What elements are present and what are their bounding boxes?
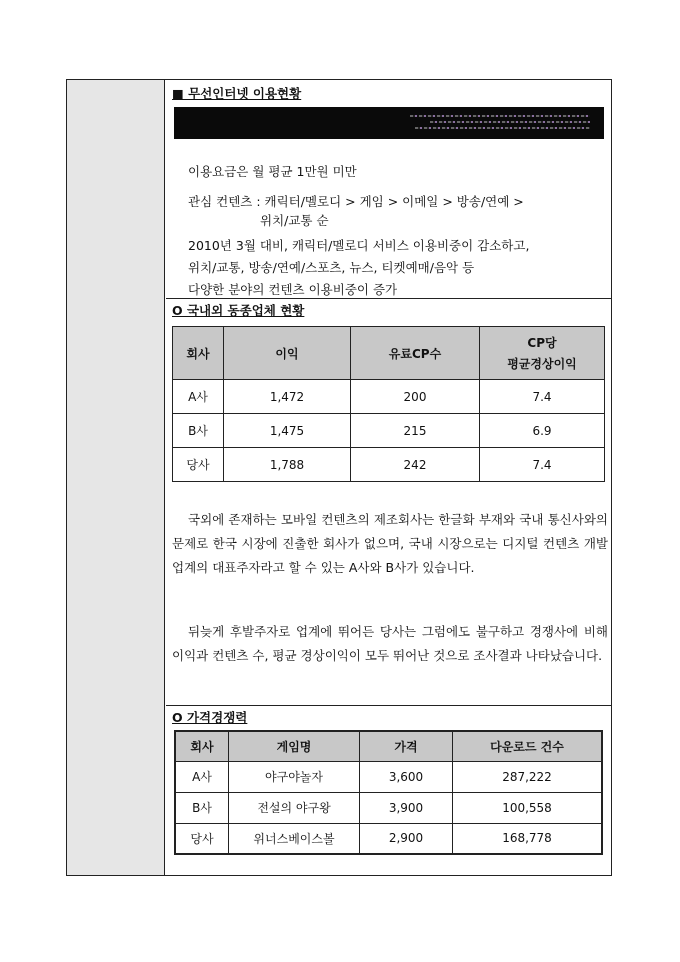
table-cell: 3,900 — [360, 792, 453, 823]
table-row — [173, 414, 605, 448]
table-cell: 287,222 — [453, 761, 603, 792]
price-competitiveness-title: O 가격경쟁력 — [172, 710, 248, 725]
divider — [166, 298, 611, 299]
header-price: 가격 — [360, 731, 453, 761]
header-cp-per: CP당 — [527, 336, 557, 350]
document-frame — [66, 79, 612, 876]
table-cell: 야구야놀자 — [229, 761, 360, 792]
table-cell: 200 — [351, 380, 480, 414]
redacted-banner-image — [174, 107, 604, 139]
table-cell: 당사 — [175, 823, 229, 854]
header-game-name: 게임명 — [229, 731, 360, 761]
table-row — [175, 761, 602, 792]
table-row — [173, 448, 605, 482]
table-cell: 2,900 — [360, 823, 453, 854]
header-company: 회사 — [173, 327, 224, 380]
table-cell: 1,472 — [224, 380, 351, 414]
header-company: 회사 — [175, 731, 229, 761]
change-text-line2: 위치/교통, 방송/연예/스포츠, 뉴스, 티켓예매/음악 등 — [188, 260, 475, 275]
change-text-line3: 다양한 분야의 컨텐츠 이용비중이 증가 — [188, 282, 398, 297]
table-cell: 7.4 — [480, 448, 605, 482]
competitors-title: O 국내외 동종업체 현황 — [172, 303, 305, 318]
table-cell: A사 — [173, 380, 224, 414]
table-cell: 위너스베이스볼 — [229, 823, 360, 854]
table-cell: B사 — [173, 414, 224, 448]
table-cell: 1,788 — [224, 448, 351, 482]
header-avg-profit-per-cp — [480, 327, 605, 380]
interest-text-line2: 위치/교통 순 — [260, 213, 329, 228]
table-cell: 242 — [351, 448, 480, 482]
header-avg-ordinary-profit: 평균경상이익 — [507, 357, 577, 371]
table-cell: B사 — [175, 792, 229, 823]
table-row — [175, 823, 602, 854]
header-paid-cp: 유료CP수 — [351, 327, 480, 380]
table-cell: 6.9 — [480, 414, 605, 448]
competitor-paragraph-1: 국외에 존재하는 모바일 컨텐츠의 제조회사는 한글화 부재와 국내 통신사와의 문제로 한국 시장에 진출한 회사가 없으며, 국내 시장으로는 디지털 컨텐츠 개발업계의 대표주자라고 할 수 있는 A사와 B사가 있습니다. — [172, 512, 608, 575]
table-cell: 168,778 — [453, 823, 603, 854]
table-cell: 전설의 야구왕 — [229, 792, 360, 823]
interest-text-line1: 관심 컨텐츠 : 캐릭터/멜로디 > 게임 > 이메일 > 방송/연예 > — [188, 194, 524, 209]
divider — [166, 705, 611, 706]
table-cell: 7.4 — [480, 380, 605, 414]
table-cell: 3,600 — [360, 761, 453, 792]
competitors-table — [172, 326, 605, 482]
fee-text: 이용요금은 월 평균 1만원 미만 — [188, 164, 357, 179]
header-downloads: 다운로드 건수 — [453, 731, 603, 761]
table-cell: 100,558 — [453, 792, 603, 823]
table-cell: A사 — [175, 761, 229, 792]
table-row — [175, 792, 602, 823]
content-column — [166, 80, 611, 875]
left-label-column — [67, 80, 165, 875]
table-cell: 1,475 — [224, 414, 351, 448]
competitor-paragraph-2: 뒤늦게 후발주자로 업계에 뛰어든 당사는 그럼에도 불구하고 경쟁사에 비해 이익과 컨텐츠 수, 평균 경상이익이 모두 뛰어난 것으로 조사결과 나타났습니다. — [172, 624, 608, 663]
table-row — [173, 380, 605, 414]
header-profit: 이익 — [224, 327, 351, 380]
table-cell: 215 — [351, 414, 480, 448]
wireless-usage-title: ■ 무선인터넷 이용현황 — [172, 86, 302, 101]
price-table — [174, 730, 603, 855]
change-text-line1: 2010년 3월 대비, 캐릭터/멜로디 서비스 이용비중이 감소하고, — [188, 238, 530, 253]
table-cell: 당사 — [173, 448, 224, 482]
